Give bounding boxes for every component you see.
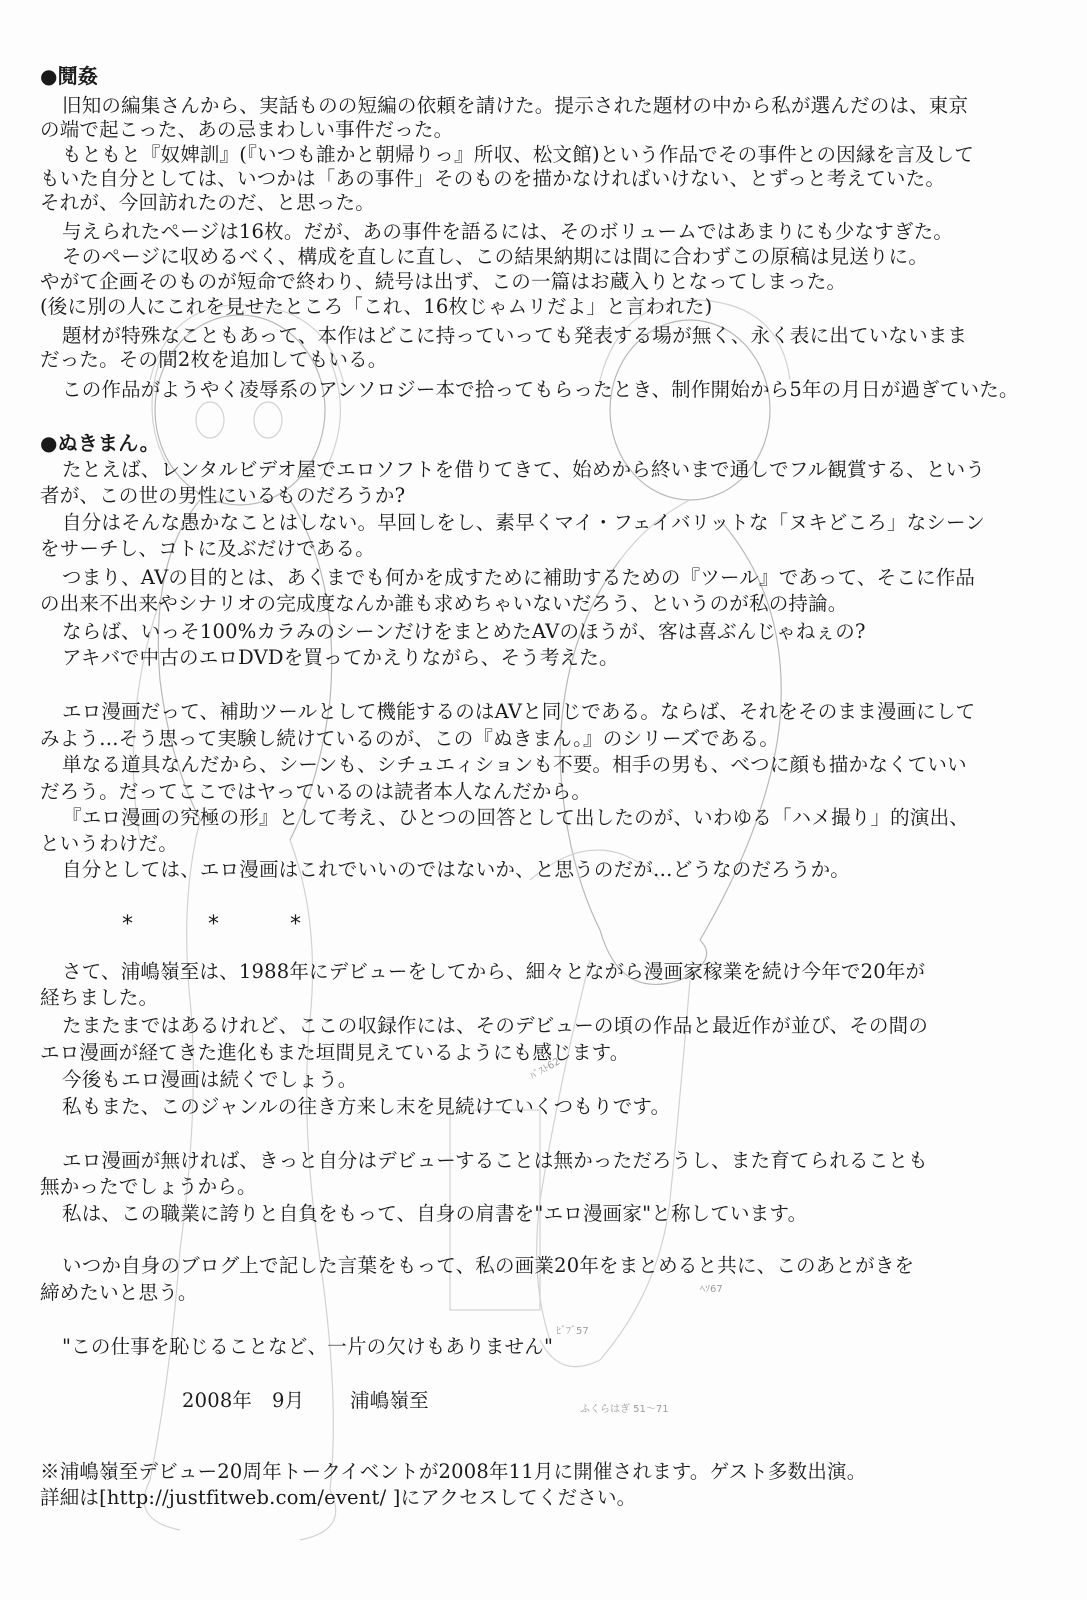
event-note-line-1: ※浦嶋嶺至デビュー20周年トークイベントが2008年11月に開催されます。ゲスト多数出演。 [40, 1460, 867, 1483]
separator-star: * [122, 912, 133, 937]
text-line: エロ漫画が無ければ、きっと自分はデビューすることは無かっただろうし、また育てられることも [62, 1149, 928, 1172]
section-heading-1: ●鬩姦 [40, 64, 99, 88]
pencil-annotation: ﾊﾞｽﾄ62 [528, 1056, 563, 1083]
text-line: やがて企画そのものが短命で終わり、続号は出ず、この一篇はお蔵入りとなってしまった。 [40, 270, 847, 293]
event-note-line-2: 詳細は[http://justfitweb.com/event/ ]にアクセスしてください。 [40, 1486, 637, 1509]
text-line: の端で起こった、あの忌まわしい事件だった。 [40, 118, 454, 141]
text-line: だった。その間2枚を追加してもいる。 [40, 348, 388, 371]
text-line: をサーチし、コトに及ぶだけである。 [40, 537, 375, 560]
pencil-annotation: ﾋﾞﾌﾞ57 [556, 1326, 589, 1337]
text-line: さて、浦嶋嶺至は、1988年にデビューをしてから、細々とながら漫画家稼業を続け今年で20年が [62, 960, 926, 983]
signature-month: 9月 [272, 1389, 305, 1412]
text-line: 経ちました。 [40, 986, 159, 1009]
text-line: の出来不出来やシナリオの完成度なんか誰も求めちゃいないだろう、というのが私の持論。 [40, 592, 848, 615]
text-line: 旧知の編集さんから、実話ものの短編の依頼を請けた。提示された題材の中から私が選んだのは、東京 [62, 94, 969, 117]
pencil-annotation: ふくらはぎ 51〜71 [580, 1404, 669, 1415]
closing-quote: "この仕事を恥じることなど、一片の欠けもありません" [62, 1335, 554, 1358]
text-line: 今後もエロ漫画は続くでしょう。 [62, 1068, 358, 1091]
text-line: ならば、いっそ100%カラみのシーンだけをまとめたAVのほうが、客は喜ぶんじゃねぇの? [62, 620, 866, 643]
text-line: たとえば、レンタルビデオ屋でエロソフトを借りてきて、始めから終いまで通しでフル観賞する、という [62, 458, 986, 481]
text-line: だろう。だってここではヤっているのは読者本人なんだから。 [40, 780, 592, 803]
text-line: 与えられたページは16枚。だが、あの事件を語るには、そのボリュームではあまりにも少なすぎた。 [62, 220, 954, 243]
text-line: 私もまた、このジャンルの往き方来し末を見続けていくつもりです。 [62, 1095, 671, 1118]
text-line: エロ漫画だって、補助ツールとして機能するのはAVと同じである。ならば、それをそのまま漫画にして [62, 700, 976, 723]
text-line: 自分としては、エロ漫画はこれでいいのではないか、と思うのだが…どうなのだろうか。 [62, 858, 851, 881]
text-line: (後に別の人にこれを見せたところ「これ、16枚じゃムリだよ」と言われた) [40, 295, 713, 318]
text-line: いつか自身のブログ上で記した言葉をもって、私の画業20年をまとめると共に、このあとがきを [62, 1254, 915, 1277]
pencil-annotation: ﾍｿ67 [700, 1284, 723, 1295]
text-line: 者が、この世の男性にいるものだろうか? [40, 484, 406, 507]
text-line: 締めたいと思う。 [40, 1281, 198, 1304]
text-line: それが、今回訪れたのだ、と思った。 [40, 191, 375, 214]
text-line: 無かったでしょうから。 [40, 1175, 257, 1198]
text-line: みよう…そう思って実験し続けているのが、この『ぬきまん。』のシリーズである。 [40, 727, 780, 750]
text-line: もいた自分としては、いつかは「あの事件」そのものを描かなければいけない、とずっと考えていた。 [40, 167, 946, 190]
text-line: この作品がようやく凌辱系のアンソロジー本で拾ってもらったとき、制作開始から5年の月日が過ぎていた。 [62, 378, 1019, 401]
signature-author: 浦嶋嶺至 [350, 1389, 429, 1412]
separator-star: * [290, 912, 301, 937]
text-line: 自分はそんな愚かなことはしない。早回しをし、素早くマイ・フェイバリットな「ヌキどころ」なシーン [62, 511, 985, 534]
text-line: 私は、この職業に誇りと自負をもって、自身の肩書を"エロ漫画家"と称しています。 [62, 1202, 808, 1225]
text-line: というわけだ。 [40, 832, 178, 855]
text-line: アキバで中古のエロDVDを買ってかえりながら、そう考えた。 [62, 646, 619, 669]
text-line: そのページに収めるべく、構成を直しに直し、この結果納期には間に合わずこの原稿は見送りに。 [62, 245, 929, 268]
separator-star: * [208, 912, 219, 937]
signature-year: 2008年 [182, 1389, 253, 1412]
text-line: もともと『奴婢訓』(『いつも誰かと朝帰りっ』所収、松文館)という作品でその事件との因縁を言及して [62, 143, 975, 166]
text-line: 『エロ漫画の究極の形』として考え、ひとつの回答として出したのが、いわゆる「ハメ撮り」的演出、 [62, 806, 969, 829]
section-heading-2: ●ぬきまん。 [40, 431, 160, 455]
text-line: エロ漫画が経てきた進化もまた垣間見えているようにも感じます。 [40, 1041, 630, 1064]
text-line: つまり、AVの目的とは、あくまでも何かを成すために補助するための『ツール』であって、そこに作品 [62, 566, 976, 589]
text-line: 題材が特殊なこともあって、本作はどこに持っていっても発表する場が無く、永く表に出ていないまま [62, 324, 968, 347]
text-line: たまたまではあるけれど、ここの収録作には、そのデビューの頃の作品と最近作が並び、その間の [62, 1014, 929, 1037]
text-line: 単なる道具なんだから、シーンも、シチュエィションも不要。相手の男も、べつに顔も描かなくていい [62, 753, 967, 776]
